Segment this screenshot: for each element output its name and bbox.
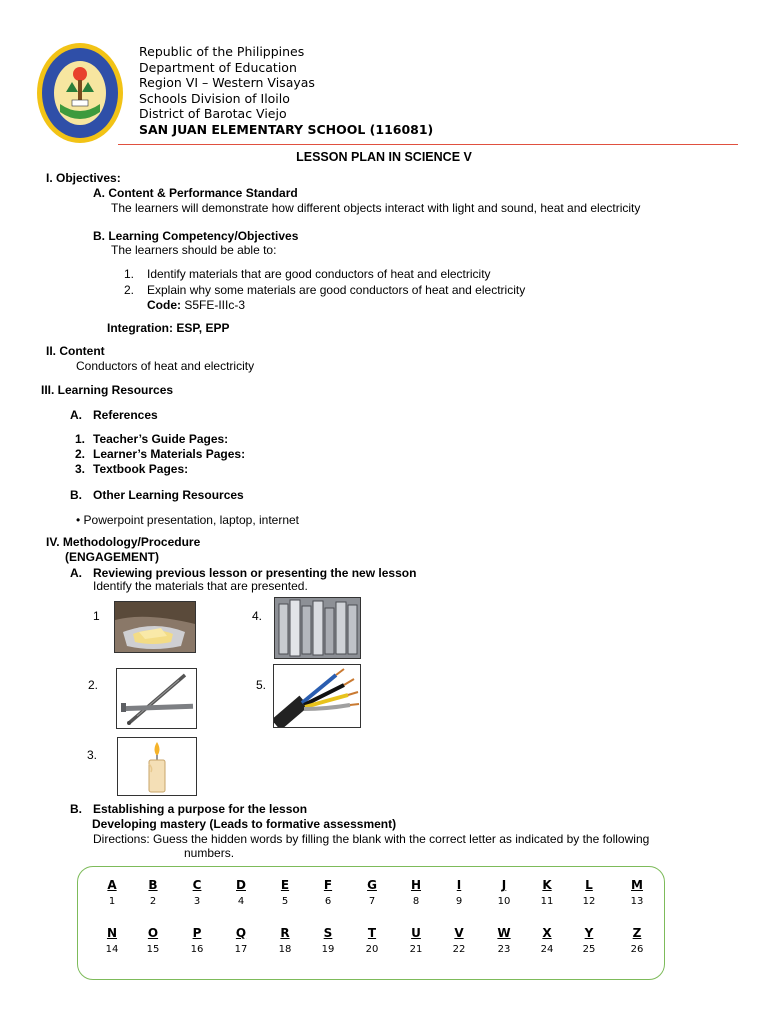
code-number: 20 bbox=[365, 944, 379, 955]
content-standard-heading: A. Content & Performance Standard bbox=[93, 186, 298, 200]
header-line: Region VI – Western Visayas bbox=[139, 75, 315, 90]
code-letter: W bbox=[497, 926, 511, 940]
review-instructions: Identify the materials that are presented. bbox=[93, 579, 308, 593]
resources-heading: III. Learning Resources bbox=[41, 383, 174, 397]
header-line: District of Barotac Viejo bbox=[139, 106, 287, 121]
code-letter: I bbox=[456, 878, 462, 892]
metal-pipes-picture bbox=[274, 597, 361, 659]
code-number: 26 bbox=[630, 944, 644, 955]
review-heading: Reviewing previous lesson or presenting the new lesson bbox=[93, 566, 417, 580]
code-letter: N bbox=[106, 926, 118, 940]
code-letter: R bbox=[280, 926, 290, 940]
code-letter: M bbox=[631, 878, 643, 892]
resources-bullet: • Powerpoint presentation, laptop, internet bbox=[76, 513, 300, 527]
code-number: 10 bbox=[497, 896, 511, 907]
code-number: 21 bbox=[409, 944, 423, 955]
code-letter: A bbox=[107, 878, 117, 892]
code-number: 19 bbox=[321, 944, 335, 955]
reference-item: Learner’s Materials Pages: bbox=[93, 447, 246, 461]
picture-label: 5. bbox=[256, 678, 267, 692]
code-number: 13 bbox=[630, 896, 644, 907]
code-number: 25 bbox=[582, 944, 596, 955]
picture-label: 1 bbox=[93, 609, 100, 623]
code-letter: Z bbox=[632, 926, 642, 940]
code-number: 8 bbox=[412, 896, 420, 907]
code-letter: O bbox=[147, 926, 159, 940]
code-letter: H bbox=[410, 878, 422, 892]
electrical-wires-picture bbox=[273, 664, 361, 728]
code-number: 5 bbox=[281, 896, 289, 907]
school-seal-logo bbox=[36, 42, 124, 144]
engagement-label: (ENGAGEMENT) bbox=[65, 550, 159, 564]
code-number: 6 bbox=[324, 896, 332, 907]
code-letter: K bbox=[542, 878, 552, 892]
code-letter: U bbox=[411, 926, 421, 940]
code-number: 18 bbox=[278, 944, 292, 955]
code-number: 17 bbox=[234, 944, 248, 955]
competency-heading: B. Learning Competency/Objectives bbox=[93, 229, 299, 243]
code-number: 7 bbox=[368, 896, 376, 907]
directions-line: numbers. bbox=[184, 846, 235, 860]
content-standard-text: The learners will demonstrate how different objects interact with light and sound, heat and electricity bbox=[111, 201, 641, 215]
mastery-heading: Developing mastery (Leads to formative assessment) bbox=[92, 817, 397, 831]
code-number: 14 bbox=[105, 944, 119, 955]
code-letter: C bbox=[192, 878, 202, 892]
code-letter: S bbox=[323, 926, 333, 940]
code-letter: L bbox=[585, 878, 593, 892]
butter-picture bbox=[114, 601, 196, 653]
school-name: SAN JUAN ELEMENTARY SCHOOL (116081) bbox=[139, 121, 434, 137]
integration-line: Integration: ESP, EPP bbox=[107, 321, 230, 335]
code-number: 12 bbox=[582, 896, 596, 907]
header-line: Republic of the Philippines bbox=[139, 44, 305, 59]
purpose-letter: B. bbox=[70, 802, 82, 816]
code-letter: G bbox=[367, 878, 377, 892]
code-number: 22 bbox=[452, 944, 466, 955]
code-number: 23 bbox=[497, 944, 511, 955]
reference-item: Textbook Pages: bbox=[93, 462, 189, 476]
code-letter: Q bbox=[235, 926, 247, 940]
code-letter: J bbox=[501, 878, 507, 892]
references-heading: References bbox=[93, 408, 158, 422]
competency-intro: The learners should be able to: bbox=[111, 243, 277, 257]
reference-number: 3. bbox=[75, 462, 86, 476]
other-resources-heading: Other Learning Resources bbox=[93, 488, 244, 502]
code-letter: D bbox=[236, 878, 246, 892]
code-letter: F bbox=[323, 878, 333, 892]
header-divider bbox=[118, 144, 738, 145]
content-heading: II. Content bbox=[46, 344, 105, 358]
purpose-heading: Establishing a purpose for the lesson bbox=[93, 802, 308, 816]
reference-number: 2. bbox=[75, 447, 86, 461]
code-number: 9 bbox=[455, 896, 463, 907]
code-letter: X bbox=[542, 926, 552, 940]
code-number: 4 bbox=[237, 896, 245, 907]
code-letter: P bbox=[192, 926, 202, 940]
objective-text: Identify materials that are good conductors of heat and electricity bbox=[147, 267, 491, 281]
code-label: Code: bbox=[147, 298, 181, 312]
code-number: 24 bbox=[540, 944, 554, 955]
methodology-heading: IV. Methodology/Procedure bbox=[46, 535, 201, 549]
code-letter: T bbox=[367, 926, 377, 940]
picture-label: 2. bbox=[88, 678, 99, 692]
header-line: Schools Division of Iloilo bbox=[139, 90, 290, 106]
picture-label: 4. bbox=[252, 609, 263, 623]
code-number: 15 bbox=[146, 944, 160, 955]
code-letter: Y bbox=[584, 926, 594, 940]
code-number: 3 bbox=[193, 896, 201, 907]
picture-label: 3. bbox=[87, 748, 98, 762]
objective-text: Explain why some materials are good conductors of heat and electricity bbox=[147, 283, 526, 297]
code-number: 2 bbox=[149, 896, 157, 907]
other-resources-letter: B. bbox=[70, 488, 82, 502]
objective-number: 2. bbox=[124, 283, 135, 297]
objectives-heading: I. Objectives: bbox=[46, 171, 121, 185]
objective-number: 1. bbox=[124, 267, 135, 281]
reference-item: Teacher’s Guide Pages: bbox=[93, 432, 229, 446]
nail-picture bbox=[116, 668, 197, 729]
header-line: Department of Education bbox=[139, 59, 297, 75]
content-text: Conductors of heat and electricity bbox=[76, 359, 255, 373]
code-letter: E bbox=[280, 878, 290, 892]
references-letter: A. bbox=[70, 408, 82, 422]
code-letter: V bbox=[454, 926, 464, 940]
code-number: 1 bbox=[108, 896, 116, 907]
code-value: S5FE-IIIc-3 bbox=[184, 298, 246, 312]
code-letter: B bbox=[148, 878, 158, 892]
directions-line: Directions: Guess the hidden words by filling the blank with the correct letter as indicated by the following bbox=[93, 832, 650, 846]
code-number: 11 bbox=[540, 896, 554, 907]
code-number: 16 bbox=[190, 944, 204, 955]
review-letter: A. bbox=[70, 566, 82, 580]
page-title: LESSON PLAN IN SCIENCE V bbox=[296, 150, 472, 164]
candle-picture bbox=[117, 737, 197, 796]
reference-number: 1. bbox=[75, 432, 86, 446]
